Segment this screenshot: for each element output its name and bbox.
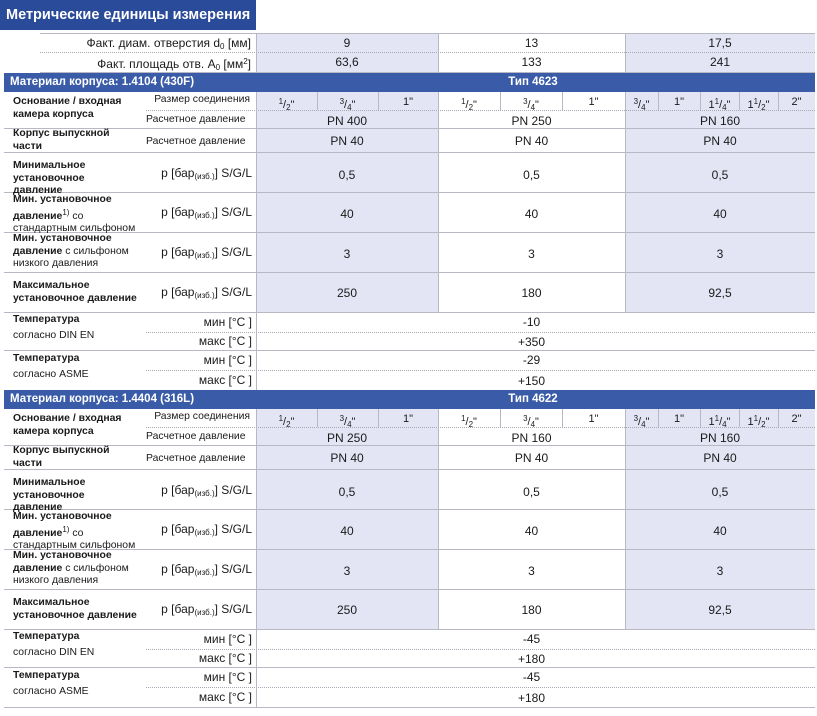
min-unit-label: мин [°C ] xyxy=(203,315,252,329)
value-cell: 40 xyxy=(340,207,354,221)
row-divider xyxy=(146,649,815,650)
value-cell: 0,5 xyxy=(523,168,540,182)
value-cell: PN 160 xyxy=(699,431,741,445)
row-divider xyxy=(4,667,815,668)
connection-size-value: 1" xyxy=(402,96,414,108)
pressure-unit-sub: (изб.) xyxy=(194,608,215,617)
fraction: $^3/_4$" xyxy=(339,97,356,112)
value-cell: 133 xyxy=(521,55,542,69)
row-divider xyxy=(146,687,815,688)
pressure-unit-p: p [бар xyxy=(161,602,195,616)
value-cell: 40 xyxy=(713,207,727,221)
connection-size-value: 1" xyxy=(588,96,599,108)
value-cell: 0,5 xyxy=(711,485,729,499)
value-cell: 3 xyxy=(343,564,351,578)
row-label: Корпус выпускной части xyxy=(13,128,110,152)
row-label: Минимальное установочное давление xyxy=(13,477,86,513)
pressure-unit-sub: (изб.) xyxy=(194,251,215,260)
connection-size-value xyxy=(438,412,500,432)
per-asme-label: согласно ASME xyxy=(13,369,89,380)
row-divider xyxy=(4,350,815,351)
pressure-unit-rest: ] S/G/L xyxy=(214,483,252,497)
row-divider xyxy=(40,33,815,34)
connection-size-value: 1" xyxy=(402,413,414,425)
pressure-unit-label xyxy=(146,285,252,303)
pressure-unit-sub: (изб.) xyxy=(194,291,215,300)
material-label: Материал корпуса: 1.4104 (430F) xyxy=(10,76,195,88)
fraction: $^1/_2$" xyxy=(278,414,295,429)
value-cell: PN 40 xyxy=(330,134,364,148)
temp-value: -10 xyxy=(522,315,541,329)
design-pressure-label: Расчетное давление xyxy=(146,114,246,125)
connection-size-label: Размер соединения xyxy=(154,94,250,105)
value-cell: 0,5 xyxy=(523,485,540,499)
value-cell: 92,5 xyxy=(708,286,732,300)
connection-size-value xyxy=(739,412,778,432)
material-header xyxy=(4,390,815,409)
value-cell: 92,5 xyxy=(708,603,732,617)
fraction: $1^1/_4$" xyxy=(708,97,731,112)
max-unit-label: макс [°C ] xyxy=(198,651,252,665)
pressure-unit-sub: (изб.) xyxy=(194,568,215,577)
value-cell: 3 xyxy=(528,564,535,578)
value-cell: 3 xyxy=(343,247,351,261)
value-cell: 3 xyxy=(716,564,724,578)
row-label: Минимальное установочное давление xyxy=(13,160,86,196)
column-divider xyxy=(256,312,257,390)
row-label: Основание / входная камера корпуса xyxy=(13,413,122,437)
value-cell: PN 40 xyxy=(514,134,549,148)
value-cell: 0,5 xyxy=(711,168,729,182)
row-label: Мин. установочное давление с сильфоном низкого давления xyxy=(13,233,129,269)
pressure-unit-p: p [бар xyxy=(161,205,195,219)
fraction: $^3/_4$" xyxy=(633,97,650,112)
pressure-unit-rest: ] S/G/L xyxy=(214,562,252,576)
value-cell: 180 xyxy=(521,286,542,300)
value-cell: 250 xyxy=(336,603,358,617)
value-cell: 40 xyxy=(524,524,539,538)
min-unit-label: мин [°C ] xyxy=(203,632,252,646)
temp-value: -45 xyxy=(522,632,541,646)
design-pressure-label: Расчетное давление xyxy=(146,136,246,147)
pressure-unit-sub: (изб.) xyxy=(194,211,215,220)
fraction: $1^1/_2$" xyxy=(747,97,770,112)
temp-value: -45 xyxy=(522,670,541,684)
fraction: $^1/_2$" xyxy=(461,414,477,429)
connection-size-value: 1" xyxy=(673,96,685,108)
material-header xyxy=(4,73,815,92)
value-cell: PN 400 xyxy=(326,114,368,128)
pressure-unit-rest: ] S/G/L xyxy=(214,245,252,259)
value-cell: 3 xyxy=(528,247,535,261)
fraction: $1^1/_2$" xyxy=(747,414,770,429)
per-asme-label: согласно ASME xyxy=(13,686,89,697)
column-divider xyxy=(256,629,257,707)
pressure-unit-label xyxy=(146,483,252,501)
max-unit-label: макс [°C ] xyxy=(198,373,252,387)
value-cell: 250 xyxy=(336,286,358,300)
orifice-label: Факт. диам. отверстия $d_0$ [мм] xyxy=(86,36,251,51)
pressure-unit-p: p [бар xyxy=(161,245,195,259)
connection-size-value xyxy=(256,412,317,432)
connection-size-value xyxy=(700,412,739,432)
value-cell: PN 40 xyxy=(703,134,737,148)
value-cell: PN 40 xyxy=(330,451,364,465)
pressure-unit-label xyxy=(146,205,252,223)
connection-size-value xyxy=(500,412,562,432)
value-cell: PN 40 xyxy=(703,451,737,465)
pressure-unit-rest: ] S/G/L xyxy=(214,166,252,180)
pressure-unit-label xyxy=(146,562,252,580)
value-cell: 40 xyxy=(713,524,727,538)
fraction: $^3/_4$" xyxy=(633,414,650,429)
temperature-label: Температура xyxy=(13,670,80,681)
row-label: Основание / входная камера корпуса xyxy=(13,96,122,120)
row-label: Максимальное установочное давление xyxy=(13,280,137,304)
pressure-unit-rest: ] S/G/L xyxy=(214,205,252,219)
pressure-unit-rest: ] S/G/L xyxy=(214,285,252,299)
connection-size-value xyxy=(739,95,778,115)
row-divider xyxy=(146,332,815,333)
connection-size-value xyxy=(256,95,317,115)
pressure-unit-p: p [бар xyxy=(161,522,195,536)
area-label: Факт. площадь отв. $A_0$ $[мм^2]$ xyxy=(97,57,251,72)
pressure-unit-sub: (изб.) xyxy=(194,528,215,537)
value-cell: 0,5 xyxy=(338,485,356,499)
pressure-unit-sub: (изб.) xyxy=(194,489,215,498)
max-unit-label: макс [°C ] xyxy=(198,334,252,348)
pressure-unit-label xyxy=(146,245,252,263)
fraction: $^3/_4$" xyxy=(339,414,356,429)
min-unit-label: мин [°C ] xyxy=(203,353,252,367)
pressure-unit-label xyxy=(146,166,252,184)
connection-size-value: 2" xyxy=(791,96,802,108)
connection-size-value: 1" xyxy=(673,413,685,425)
pressure-unit-p: p [бар xyxy=(161,166,195,180)
fraction: $1^1/_4$" xyxy=(708,414,731,429)
value-cell: 13 xyxy=(524,36,539,50)
value-cell: 17,5 xyxy=(708,36,732,50)
value-cell: 40 xyxy=(340,524,354,538)
temperature-label: Температура xyxy=(13,353,80,364)
row-label: Мин. установочное давление с сильфоном низкого давления xyxy=(13,550,129,586)
design-pressure-label: Расчетное давление xyxy=(146,453,246,464)
connection-size-value xyxy=(317,412,378,432)
fraction: $^1/_2$" xyxy=(278,97,295,112)
connection-size-value xyxy=(625,412,658,432)
value-cell: PN 40 xyxy=(514,451,549,465)
material-label: Материал корпуса: 1.4404 (316L) xyxy=(10,393,195,405)
pressure-unit-rest: ] S/G/L xyxy=(214,602,252,616)
temp-value: +350 xyxy=(517,335,546,349)
value-cell: PN 160 xyxy=(511,431,552,445)
page-title: Метрические единицы измерения xyxy=(0,0,256,30)
temp-value: +180 xyxy=(517,691,546,705)
temperature-label: Температура xyxy=(13,631,80,642)
temperature-label: Температура xyxy=(13,314,80,325)
value-cell: 9 xyxy=(343,36,351,50)
fraction: $^3/_4$" xyxy=(523,97,539,112)
value-cell: PN 250 xyxy=(511,114,552,128)
value-cell: 40 xyxy=(524,207,539,221)
value-cell: PN 160 xyxy=(699,114,741,128)
connection-size-value xyxy=(500,95,562,115)
temp-value: +180 xyxy=(517,652,546,666)
pressure-unit-label xyxy=(146,602,252,620)
temp-value: -29 xyxy=(522,353,541,367)
per-din-label: согласно DIN EN xyxy=(13,647,95,658)
connection-size-value xyxy=(317,95,378,115)
row-divider xyxy=(4,707,815,708)
value-cell: 180 xyxy=(521,603,542,617)
temp-value: +150 xyxy=(517,374,546,388)
value-cell: PN 250 xyxy=(326,431,368,445)
max-unit-label: макс [°C ] xyxy=(198,690,252,704)
pressure-unit-label xyxy=(146,522,252,540)
connection-size-value xyxy=(438,95,500,115)
connection-size-value xyxy=(700,95,739,115)
value-cell: 63,6 xyxy=(335,55,359,69)
row-divider xyxy=(4,312,815,313)
row-divider xyxy=(4,629,815,630)
connection-size-value: 2" xyxy=(791,413,802,425)
row-label: Корпус выпускной части xyxy=(13,445,110,469)
type-label: Тип 4622 xyxy=(508,393,558,405)
min-unit-label: мин [°C ] xyxy=(203,670,252,684)
value-cell: 241 xyxy=(709,55,731,69)
pressure-unit-rest: ] S/G/L xyxy=(214,522,252,536)
pressure-unit-p: p [бар xyxy=(161,562,195,576)
per-din-label: согласно DIN EN xyxy=(13,330,95,341)
type-label: Тип 4623 xyxy=(508,76,558,88)
pressure-unit-p: p [бар xyxy=(161,285,195,299)
row-divider xyxy=(4,272,815,273)
row-label: Мин. установочное давление$^{1)}$ со стандартным сильфоном xyxy=(13,511,136,551)
connection-size-label: Размер соединения xyxy=(154,411,250,422)
value-cell: 3 xyxy=(716,247,724,261)
row-divider xyxy=(146,370,815,371)
fraction: $^3/_4$" xyxy=(523,414,539,429)
pressure-unit-p: p [бар xyxy=(161,483,195,497)
fraction: $^1/_2$" xyxy=(461,97,477,112)
row-divider xyxy=(4,589,815,590)
row-label: Максимальное установочное давление xyxy=(13,597,137,621)
row-label: Мин. установочное давление$^{1)}$ со стандартным сильфоном xyxy=(13,194,136,234)
pressure-unit-sub: (изб.) xyxy=(194,172,215,181)
connection-size-value xyxy=(625,95,658,115)
design-pressure-label: Расчетное давление xyxy=(146,431,246,442)
connection-size-value: 1" xyxy=(588,413,599,425)
value-cell: 0,5 xyxy=(338,168,356,182)
